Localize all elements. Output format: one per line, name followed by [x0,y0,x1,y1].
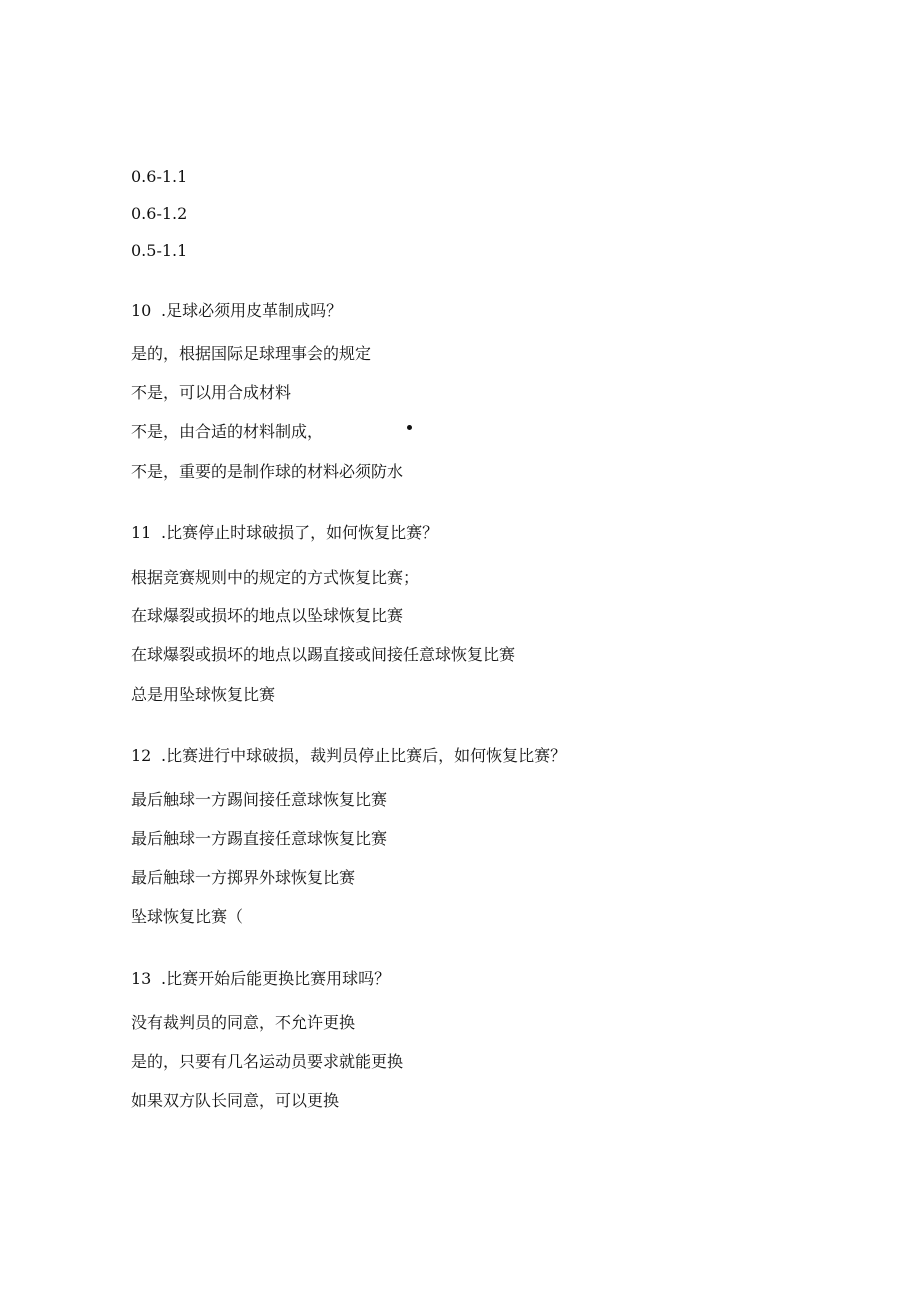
question-text: .比赛停止时球破损了，如何恢复比赛？ [161,523,439,542]
q13-option-3: 如果双方队长同意，可以更换 [131,1091,340,1110]
question-11 [131,523,438,543]
q12-option-4: 坠球恢复比赛（ [131,907,244,926]
q11-option-2: 在球爆裂或损坏的地点以坠球恢复比赛 [131,606,404,625]
question-13 [131,969,390,989]
question-number: 12 [131,746,152,765]
q10-option-2: 不是，可以用合成材料 [131,383,292,402]
question-number: 11 [131,523,152,542]
q10-option-3: 不是，由合适的材料制成， [131,422,324,441]
q13-option-2: 是的，只要有几名运动员要求就能更换 [131,1052,404,1071]
q9-option-1: 0.6-1.1 [131,167,188,186]
q12-option-3: 最后触球一方掷界外球恢复比赛 [131,868,356,887]
q9-option-2: 0.6-1.2 [131,204,188,223]
question-text: .比赛开始后能更换比赛用球吗？ [161,969,391,988]
q11-option-1: 根据竞赛规则中的规定的方式恢复比赛； [131,568,420,587]
q10-option-4: 不是，重要的是制作球的材料必须防水 [131,462,404,481]
q11-option-3: 在球爆裂或损坏的地点以踢直接或间接任意球恢复比赛 [131,645,516,664]
bullet-dot [407,425,412,430]
question-12 [131,746,566,766]
q12-option-1: 最后触球一方踢间接任意球恢复比赛 [131,790,388,809]
q11-option-4: 总是用坠球恢复比赛 [131,685,276,704]
question-text: .足球必须用皮革制成吗？ [161,301,343,320]
question-number: 10 [131,301,152,320]
question-text: .比赛进行中球破损，裁判员停止比赛后，如何恢复比赛？ [161,746,567,765]
question-number: 13 [131,969,152,988]
q12-option-2: 最后触球一方踢直接任意球恢复比赛 [131,829,388,848]
q9-option-3: 0.5-1.1 [131,241,188,260]
q10-option-1: 是的，根据国际足球理事会的规定 [131,344,372,363]
question-10 [131,301,342,321]
q13-option-1: 没有裁判员的同意，不允许更换 [131,1013,356,1032]
